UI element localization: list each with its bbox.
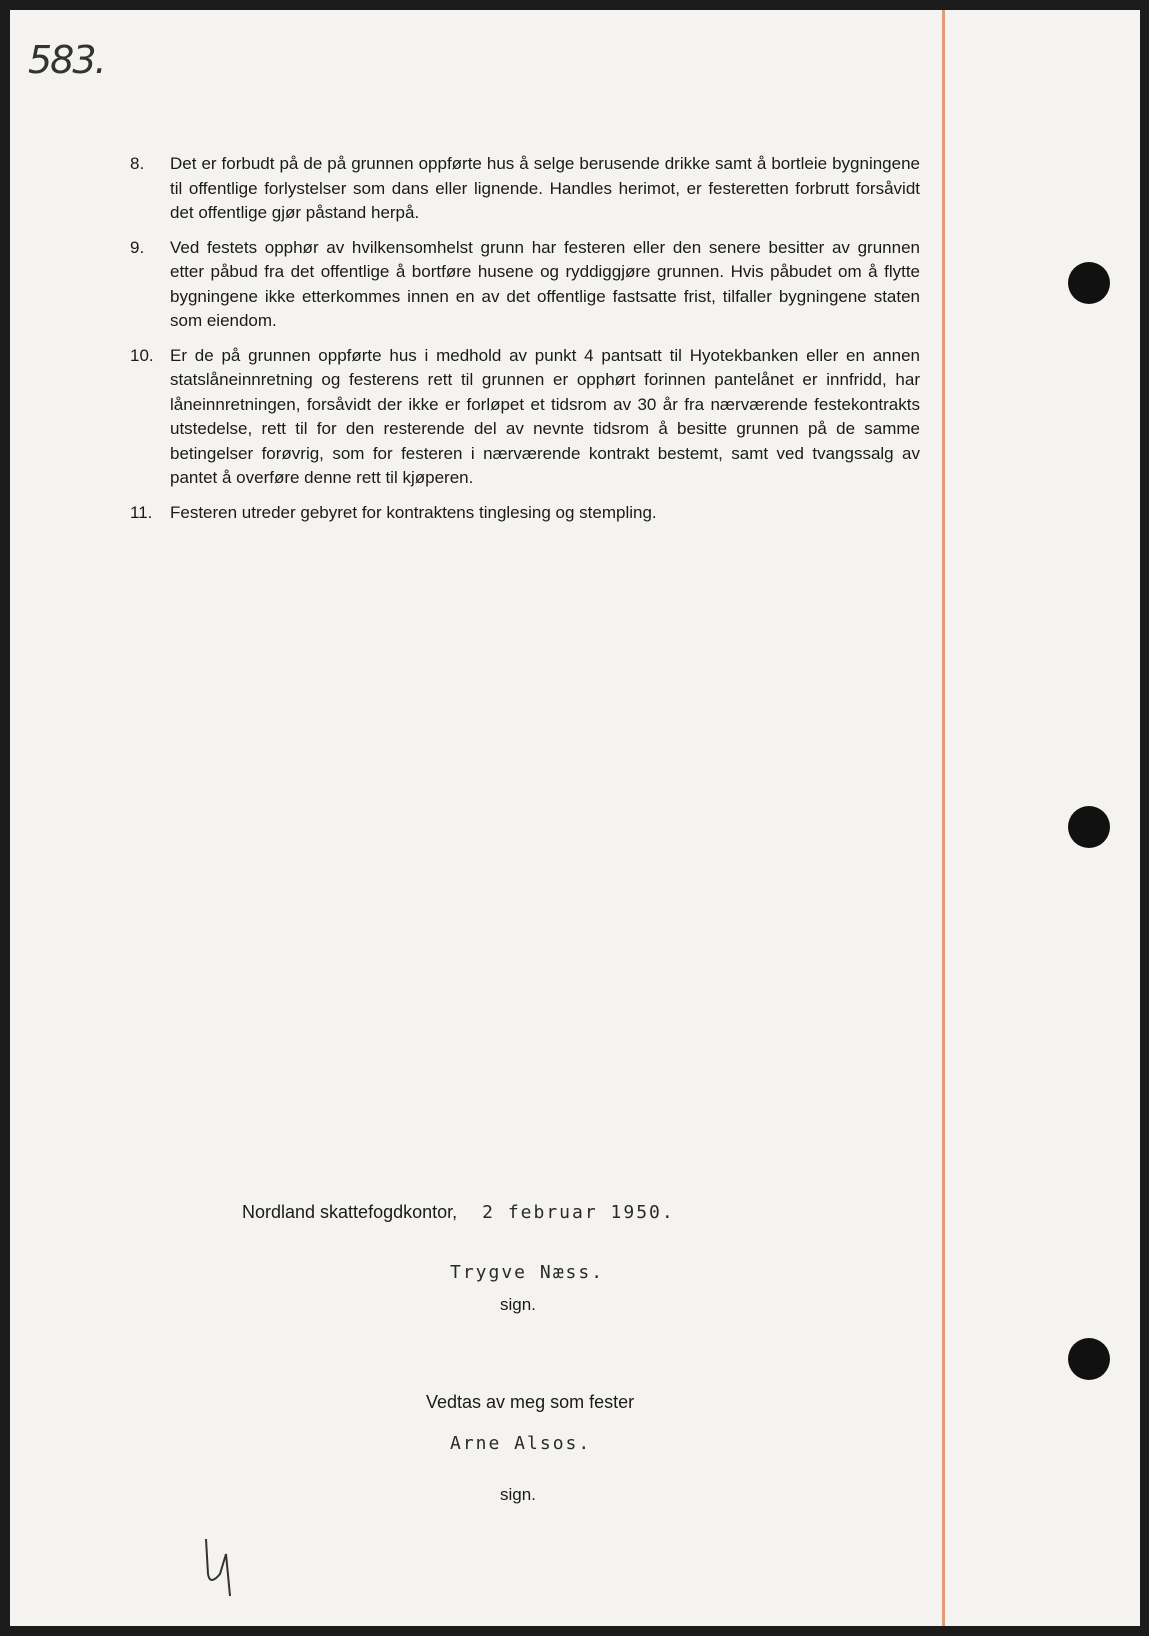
document-date: 2 februar 1950. xyxy=(482,1202,675,1223)
clause-text: Ved festets opphør av hvilkensomhelst grunn har festeren eller den senere besitter av grunnen etter påbud fra det offentlige å bortføre husene og ryddiggjøre grunnen. Hvis påbudet om å flytte bygningene ikke etterkommes innen en av det offentlige fastsatte frist, tilfaller bygningene staten som eiendom. xyxy=(170,237,920,330)
office-name: Nordland skattefogdkontor, xyxy=(242,1202,458,1222)
punch-hole-middle xyxy=(1068,806,1110,848)
clause-number: 11. xyxy=(130,502,153,522)
clause-number: 8. xyxy=(130,154,145,173)
sign-label-2: sign. xyxy=(500,1485,536,1504)
clause-8 xyxy=(130,152,920,226)
clause-11 xyxy=(130,501,920,526)
clause-9 xyxy=(130,236,920,334)
document-page xyxy=(10,10,1140,1626)
clause-text: Det er forbudt på de på grunnen oppførte hus å selge berusende drikke samt å bortleie bygningene til offentlige forlystelser som dans eller lignende. Handles herimot, er festeretten forbrutt forsåvidt det offentlige gjør påstand herpå. xyxy=(170,154,920,222)
clause-number: 9. xyxy=(130,237,145,257)
sign-label-1: sign. xyxy=(500,1295,536,1314)
page-number: 583. xyxy=(28,38,105,82)
place-and-date xyxy=(242,1202,675,1223)
acceptance-line: Vedtas av meg som fester xyxy=(426,1392,635,1412)
clause-list xyxy=(130,152,920,535)
clause-text: Er de på grunnen oppførte hus i medhold av punkt 4 pantsatt til Hyotekbanken eller en annen statslåneinnretning og festerens rett til grunnen er opphørt forinnen pantelånet er innfridd, har låneinnretningen, forsåvidt der ikke er forløpet et tidsrom av 30 år fra nærværende festekontrakts utstedelse, rett til for den resterende del av nevnte tidsrom å besitte grunnen på de samme betingelser forøvrig, som for festeren i nærværende kontrakt bestemt, samt ved tvangssalg av pantet å overføre denne rett til kjøperen. xyxy=(170,345,920,487)
margin-rule xyxy=(942,10,945,1626)
handwritten-initial-mark xyxy=(196,1534,256,1604)
signer-2-name: Arne Alsos. xyxy=(450,1433,592,1454)
clause-text: Festeren utreder gebyret for kontraktens tinglesing og stempling. xyxy=(170,502,657,522)
clause-number: 10. xyxy=(130,345,154,365)
signer-1-name: Trygve Næss. xyxy=(450,1262,605,1283)
punch-hole-top xyxy=(1068,262,1110,304)
punch-hole-bottom xyxy=(1068,1338,1110,1380)
clause-10 xyxy=(130,344,920,491)
